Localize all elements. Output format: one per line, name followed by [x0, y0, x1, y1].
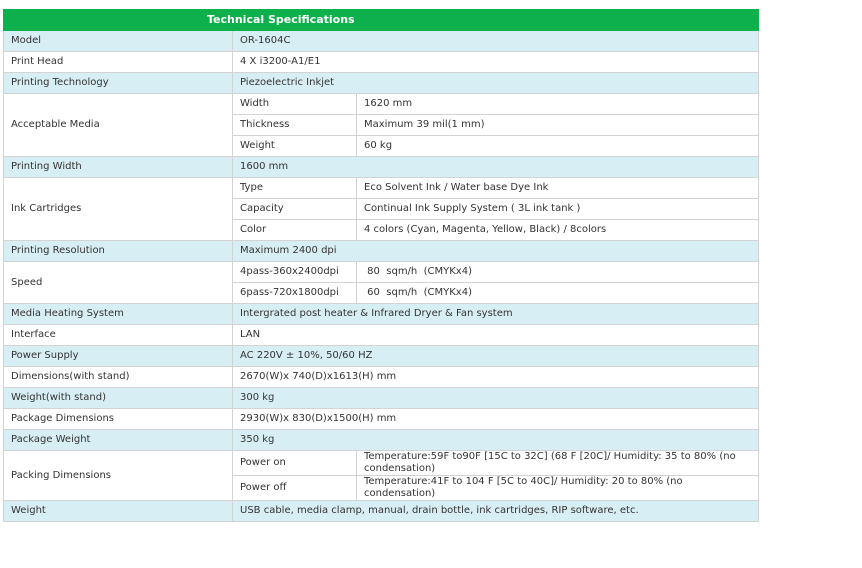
row-value: 350 kg [233, 430, 759, 451]
sub-label: 4pass-360x2400dpi [233, 262, 357, 283]
row-value: USB cable, media clamp, manual, drain bottle, ink cartridges, RIP software, etc. [233, 501, 759, 522]
sub-label: Capacity [233, 199, 357, 220]
row-value: Piezoelectric Inkjet [233, 73, 759, 94]
row-label: Weight [4, 501, 233, 522]
sub-value: 60 kg [357, 136, 759, 157]
table-row [4, 346, 759, 367]
row-value: Intergrated post heater & Infrared Dryer & Fan system [233, 304, 759, 325]
sub-label: Power off [233, 476, 357, 501]
sub-value: 4 colors (Cyan, Magenta, Yellow, Black) / 8colors [357, 220, 759, 241]
sub-label: Thickness [233, 115, 357, 136]
spec-table [3, 9, 759, 522]
sub-label: Power on [233, 451, 357, 476]
table-row [4, 409, 759, 430]
row-value: 2930(W)x 830(D)x1500(H) mm [233, 409, 759, 430]
row-label: Model [4, 31, 233, 52]
row-label: Printing Width [4, 157, 233, 178]
row-value: 300 kg [233, 388, 759, 409]
row-label: Printing Technology [4, 73, 233, 94]
row-value: LAN [233, 325, 759, 346]
header-row [4, 10, 759, 31]
row-label: Package Weight [4, 430, 233, 451]
table-row [4, 325, 759, 346]
row-label: Package Dimensions [4, 409, 233, 430]
sub-value: Maximum 39 mil(1 mm) [357, 115, 759, 136]
row-label: Interface [4, 325, 233, 346]
row-label: Printing Resolution [4, 241, 233, 262]
table-row [4, 52, 759, 73]
sub-value: 60 sqm/h (CMYKx4) [357, 283, 759, 304]
table-row [4, 388, 759, 409]
row-label: Dimensions(with stand) [4, 367, 233, 388]
sub-label: 6pass-720x1800dpi [233, 283, 357, 304]
row-label: Media Heating System [4, 304, 233, 325]
row-label: Packing Dimensions [4, 451, 233, 501]
row-value: OR-1604C [233, 31, 759, 52]
row-label: Acceptable Media [4, 94, 233, 157]
row-label: Power Supply [4, 346, 233, 367]
sub-value: Eco Solvent Ink / Water base Dye Ink [357, 178, 759, 199]
table-title: Technical Specifications [4, 10, 759, 31]
sub-label: Weight [233, 136, 357, 157]
row-value: 1600 mm [233, 157, 759, 178]
row-label: Print Head [4, 52, 233, 73]
row-value: Maximum 2400 dpi [233, 241, 759, 262]
table-row [4, 501, 759, 522]
table-row [4, 262, 759, 283]
sub-value: 80 sqm/h (CMYKx4) [357, 262, 759, 283]
table-row [4, 178, 759, 199]
table-row [4, 451, 759, 476]
sub-value: Continual Ink Supply System ( 3L ink tank ) [357, 199, 759, 220]
row-label: Ink Cartridges [4, 178, 233, 241]
table-row [4, 157, 759, 178]
table-row [4, 241, 759, 262]
table-row [4, 73, 759, 94]
table-row [4, 430, 759, 451]
sub-label: Color [233, 220, 357, 241]
sub-label: Width [233, 94, 357, 115]
table-row [4, 367, 759, 388]
row-value: AC 220V ± 10%, 50/60 HZ [233, 346, 759, 367]
row-label: Weight(with stand) [4, 388, 233, 409]
sub-value: Temperature:59F to90F [15C to 32C] (68 F [20C]/ Humidity: 35 to 80% (no condensation) [357, 451, 759, 476]
sub-value: 1620 mm [357, 94, 759, 115]
sub-value: Temperature:41F to 104 F [5C to 40C]/ Humidity: 20 to 80% (no condensation) [357, 476, 759, 501]
table-row [4, 31, 759, 52]
table-row [4, 94, 759, 115]
row-label: Speed [4, 262, 233, 304]
row-value: 4 X i3200-A1/E1 [233, 52, 759, 73]
sub-label: Type [233, 178, 357, 199]
table-row [4, 304, 759, 325]
row-value: 2670(W)x 740(D)x1613(H) mm [233, 367, 759, 388]
